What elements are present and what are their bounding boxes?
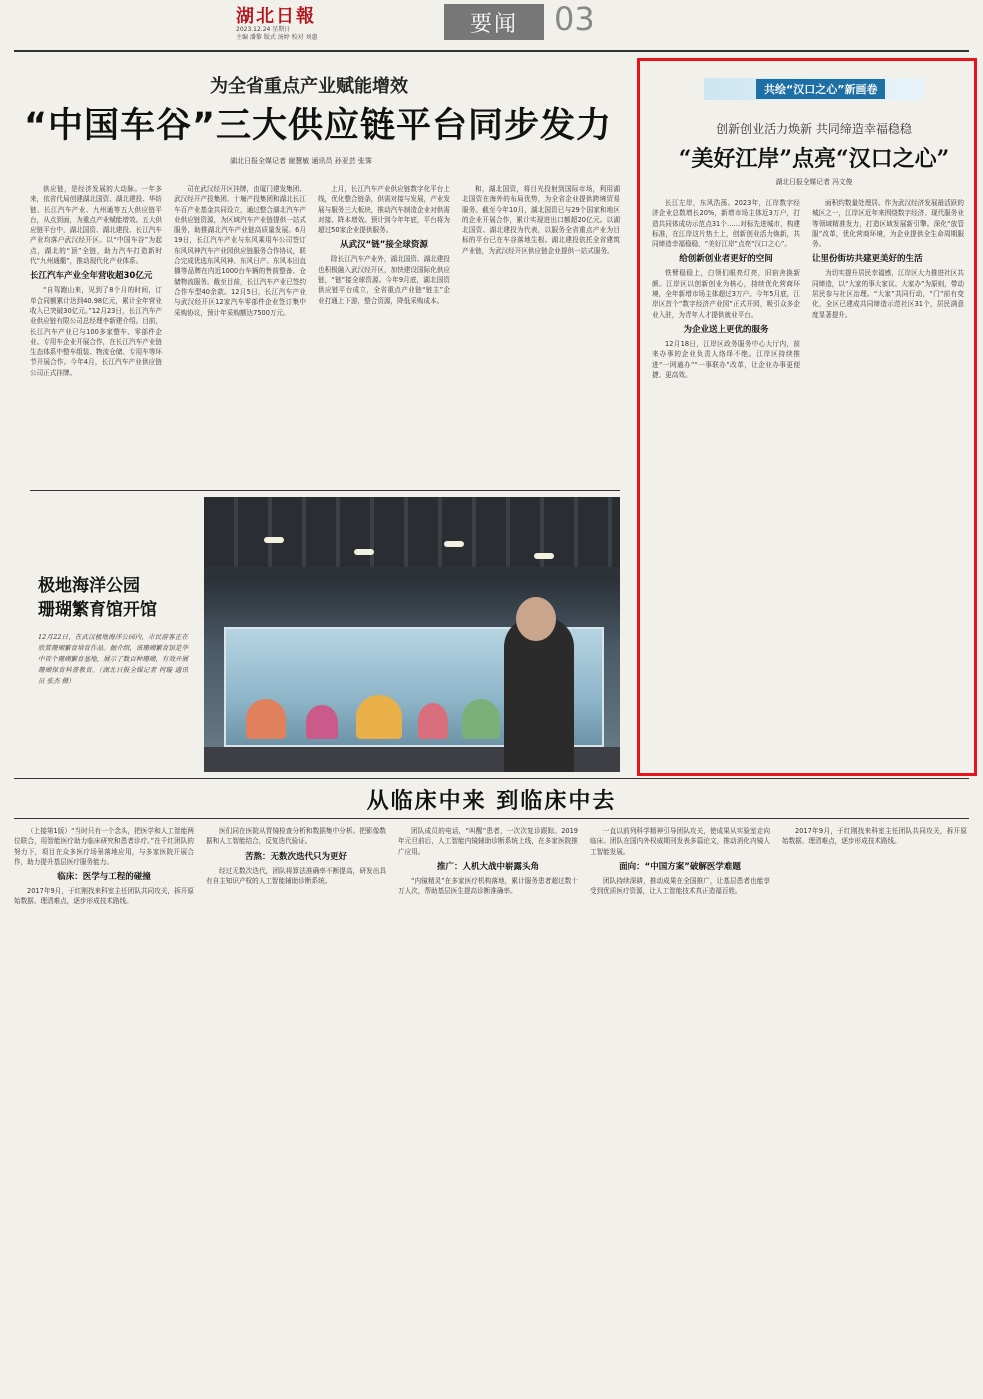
photo-coral [418, 703, 448, 739]
story2-col2-text: 面积约数量处理居。作为武汉经济发展最活跃的城区之一，江岸区近年来围绕数字经济、现代服务业等领域精准发力，打造区域发展新引擎。深化“放管服”改革，优化营商环境，为企业提供全生命周期服务。 [812, 199, 964, 249]
story3-subhead-2: 苦熬：无数次迭代只为更好 [244, 851, 347, 862]
story1-bottom-rule [30, 490, 620, 491]
photo-light [534, 553, 554, 559]
section-label: 要闻 [444, 4, 544, 40]
story3-col3-text2: “内镜精灵”在多家医疗机构落地，累计服务患者超过数十万人次，帮助基层医生提高诊断准确率。 [398, 876, 578, 896]
masthead [0, 0, 983, 50]
story1-col1-text2: “自驾跑山来，见到了8个月的时间，订单合同额累计达到40.98亿元，累计全年营业收入已突破30亿元。”12月23日，长江汽车产业供应链有限公司总经理李新建介绍。目前，长江汽车产业已与100多家整车、零部件企业、专用车企业开展合作，在长江汽车产业链生态体系中整车组装、物流仓储、专用车等环节开展合作。今年4月，长江汽车产业供应链公司正式挂牌。 [30, 286, 162, 377]
story3-col2-text: 医们同在医院从胃镜检查分析和数据集中分析。把影像数据和人工智能结合，反复迭代验证。 [206, 827, 386, 846]
story1-byline: 湖北日报全媒记者 谢慧敏 通讯员 孙亚芸 张霁 [230, 157, 372, 165]
story3-col4-text: 一直以前列科学精神引导团队攻关，使成果从实验室走向临床。团队在国内外权威期刊发表多篇论文，推动消化内镜人工智能发展。 [590, 827, 770, 856]
photo-caption: 12月22日，在武汉极地海洋公园内，市民游客正在欣赏珊瑚繁育培育作品。据介绍，该珊瑚繁育馆是华中首个珊瑚繁育基地，展示了数百种珊瑚，有效开展珊瑚保育科普教育。（湖北日报全媒记者 何璇 通讯员 张杰 摄） [38, 633, 188, 685]
story3-col4-text2: 团队持续深耕，推动成果在全国推广，让基层患者也能享受到优质医疗资源，让人工智能技术真正造福百姓。 [590, 876, 770, 896]
photo-coral [462, 699, 500, 739]
story2-banner [704, 78, 924, 100]
story1-column-4 [462, 184, 620, 484]
story1-kicker: 为全省重点产业赋能增效 [210, 76, 408, 97]
story2-headline: “美好江岸”点亮“汉口之心” [678, 146, 950, 172]
coral-hall-photo [204, 497, 620, 772]
story3-col1-text2: 2017年9月，于红刚找来科室主任团队共同攻关，拆开原始数据、理清难点，逐步形成技术路线。 [14, 887, 194, 906]
story2-subhead-3: 让里份街坊共建更美好的生活 [812, 254, 923, 265]
story1-column-3 [318, 184, 450, 484]
photo-light [444, 541, 464, 547]
story2-col2-text2: 为切实提升居民幸福感，江岸区大力推进社区共同缔造，以“大家的事大家议、大家办”为原则，带动居民参与社区治理。“大家”共同行动，“门”前有变化，全区已建成共同缔造示范社区31个，居民满意度显著提升。 [812, 269, 964, 319]
paper-editors: 主编 潘黎 版式 汤婷 校对 刘惠 [236, 34, 318, 41]
story1-col1-text: 供应链，是经济发展的大动脉。一年多来，依省代局创建湖北国资、湖北建投、华纺链、长江汽车产业、九州通等五大供应链平台，从点到面，为重点产业赋能增效。五大供应链平台中，湖北国资、湖北建投、长江汽车产业均落户武汉经开区。以“中国车谷”为起点，湖北的“顶”全链，助力汽车打造新时代“九州通衢”，推动现代化产业体系。 [30, 185, 162, 266]
story3-column-5 [782, 826, 967, 1394]
story1-subhead-2: 从武汉“链”接全球资源 [340, 240, 428, 251]
story1-col3-text: 上月，长江汽车产业供应链数字化平台上线，优化整合链条，供需对接与发展，产业发展与服务三大板块，推动汽车制造企业对供需对接、降本增效。预计到今年年底，平台将为超过50家企业提供服务。 [318, 185, 450, 235]
story2-byline: 湖北日报全媒记者 冯文俊 [775, 178, 853, 186]
photo-visitor-head [516, 597, 556, 641]
story1-column-1 [30, 184, 162, 484]
paper-name: 湖北日報 [236, 6, 316, 27]
story1-col2-text: 司在武汉经开区挂牌，由厦门建发集团、武汉经开产投集团、十堰产投集团和湖北长江车百产业基金共同设立，通过整合湖北汽车产业供应链资源，为区域汽车产业链提供一站式服务，助推湖北汽车产业链高质量发展。6月19日，长江汽车产业与东风乘用车公司签订东风风神汽车产业园供应链服务合作协议，联合完成优选东风风神、东风日产、东风本田直播等品牌在内近1000台车辆的售前整备、仓储物流服务。截至目前，长江汽车产业已签约合作车型40余款。12月5日，长江汽车产业与武汉经开区12家汽车零部件企业签订集中采购协议，预计年采购额达7500万元。 [174, 185, 306, 317]
story3-top-rule [14, 778, 969, 779]
story1-headline: “中国车谷”三大供应链平台同步发力 [24, 106, 613, 146]
photo-coral [246, 699, 286, 739]
photo-coral [356, 695, 402, 739]
story2-column-1 [652, 198, 800, 766]
photo-coral [306, 705, 338, 739]
story3-subhead-3: 推广：人机大战中崭露头角 [436, 861, 539, 872]
story3-headline: 从临床中来 到临床中去 [366, 788, 617, 814]
story3-headline-rule [14, 818, 969, 819]
story1-col4-text: 和，湖北国资，将目光投射到国际市场，利用湖北国资在海外的布局优势，为全省企业提供跨境贸易服务。截至今年10月，湖北国资已与29个国家和地区的企业开展合作，累计实现进出口额超20亿元。以湖北国资、湖北建投为代表，以服务全省重点产业为目标的平台已在车谷落地生根。湖北建投依托全省建筑产业链，为武汉经开区供应链企业提供一站式服务。 [462, 185, 620, 255]
story3-col1-text: （上接第1版）“当时只有一个念头，把医学和人工智能两位联合，用智能医疗助力临床研究和患者诊疗。”在千红团队的努力下，项目在众多医疗场景落地应用，与多家医院开展合作，助力提升基层医疗服务能力。 [14, 827, 194, 866]
story2-subhead-2: 为企业送上更优的服务 [683, 324, 769, 335]
story2-col1-text2: 铁臂稳稳上，白领们眼亮灯亮，旧宿舍换新颜。江岸区以创新创业为核心，持续优化营商环境，全年新增市场主体超过3万户。今年5月底，江岸区首个“数字经济产业园”正式开园，吸引众多企业入驻，为青年人才提供就业平台。 [652, 269, 800, 319]
masthead-rule [14, 50, 969, 52]
story3-col3-text: 团队成员的电话，“叫醒”患者，一次次复诊跟踪。2019年元旦前后，人工智能内镜辅助诊断系统上线，在多家医院推广应用。 [398, 827, 578, 856]
photo-light [354, 549, 374, 555]
story1-column-2 [174, 184, 306, 484]
story2-banner-label: 共绘“汉口之心”新画卷 [756, 79, 885, 99]
photo-title-line1: 极地海洋公园 [38, 576, 140, 596]
story1-col3-text2: 除长江汽车产业外，湖北国资、湖北建投也积极融入武汉经开区，加快建设国际化供应链，“链”接全球资源。今年9月底，湖北国资供应链平台成立，全省重点产业链“链主”企业打通上下游，整合资源，降低采购成本。 [318, 255, 450, 305]
paper-date: 2023.12.24 星期日 [236, 26, 291, 33]
paper-meta [236, 26, 318, 42]
story3-column-3 [398, 826, 578, 1394]
photo-title-line2: 珊瑚繁育馆开馆 [38, 600, 157, 620]
photo-light [264, 537, 284, 543]
story2-subhead: 给创新创业者更好的空间 [679, 254, 773, 265]
photo-title [38, 574, 188, 622]
story2-kicker: 创新创业活力焕新 共同缔造幸福稳稳 [716, 122, 912, 136]
story1-subhead: 长江汽车产业全年营收超30亿元 [30, 271, 153, 282]
story3-column-4 [590, 826, 770, 1394]
story2-col1-text3: 12月18日，江岸区政务服务中心大厅内，前来办事的企业负责人络绎不绝。江岸区持续推进“一网通办”“一事联办”改革，让企业办事更便捷、更高效。 [652, 339, 800, 379]
story3-column-2 [206, 826, 386, 1394]
story3-col5-text: 2017年9月，于红刚找来科室主任团队共同攻关，拆开原始数据、理清难点，逐步形成技术路线。 [782, 827, 967, 846]
photo-ceiling [204, 497, 620, 567]
story3-col2-text2: 经过无数次迭代，团队将算法准确率不断提高，研发出具有自主知识产权的人工智能辅助诊断系统。 [206, 866, 386, 885]
story2-column-2 [812, 198, 964, 766]
story2-col1-text: 长江左岸，东风浩荡。2023年，江岸数字经济企业总数增长20%，新增市场主体近3万户，打造共同体成功示范点31个……对标先进城市，构建标准，在江岸这片热土上，创新创业活力焕新，共同缔造幸福稳稳，“美好江岸”点亮“汉口之心”。 [652, 199, 800, 249]
story3-subhead: 临床：医学与工程的碰撞 [57, 872, 151, 883]
page-number: 03 [554, 0, 595, 38]
story3-column-1 [14, 826, 194, 1394]
story3-subhead-4: 面向：“中国方案”破解医学难题 [619, 861, 741, 872]
